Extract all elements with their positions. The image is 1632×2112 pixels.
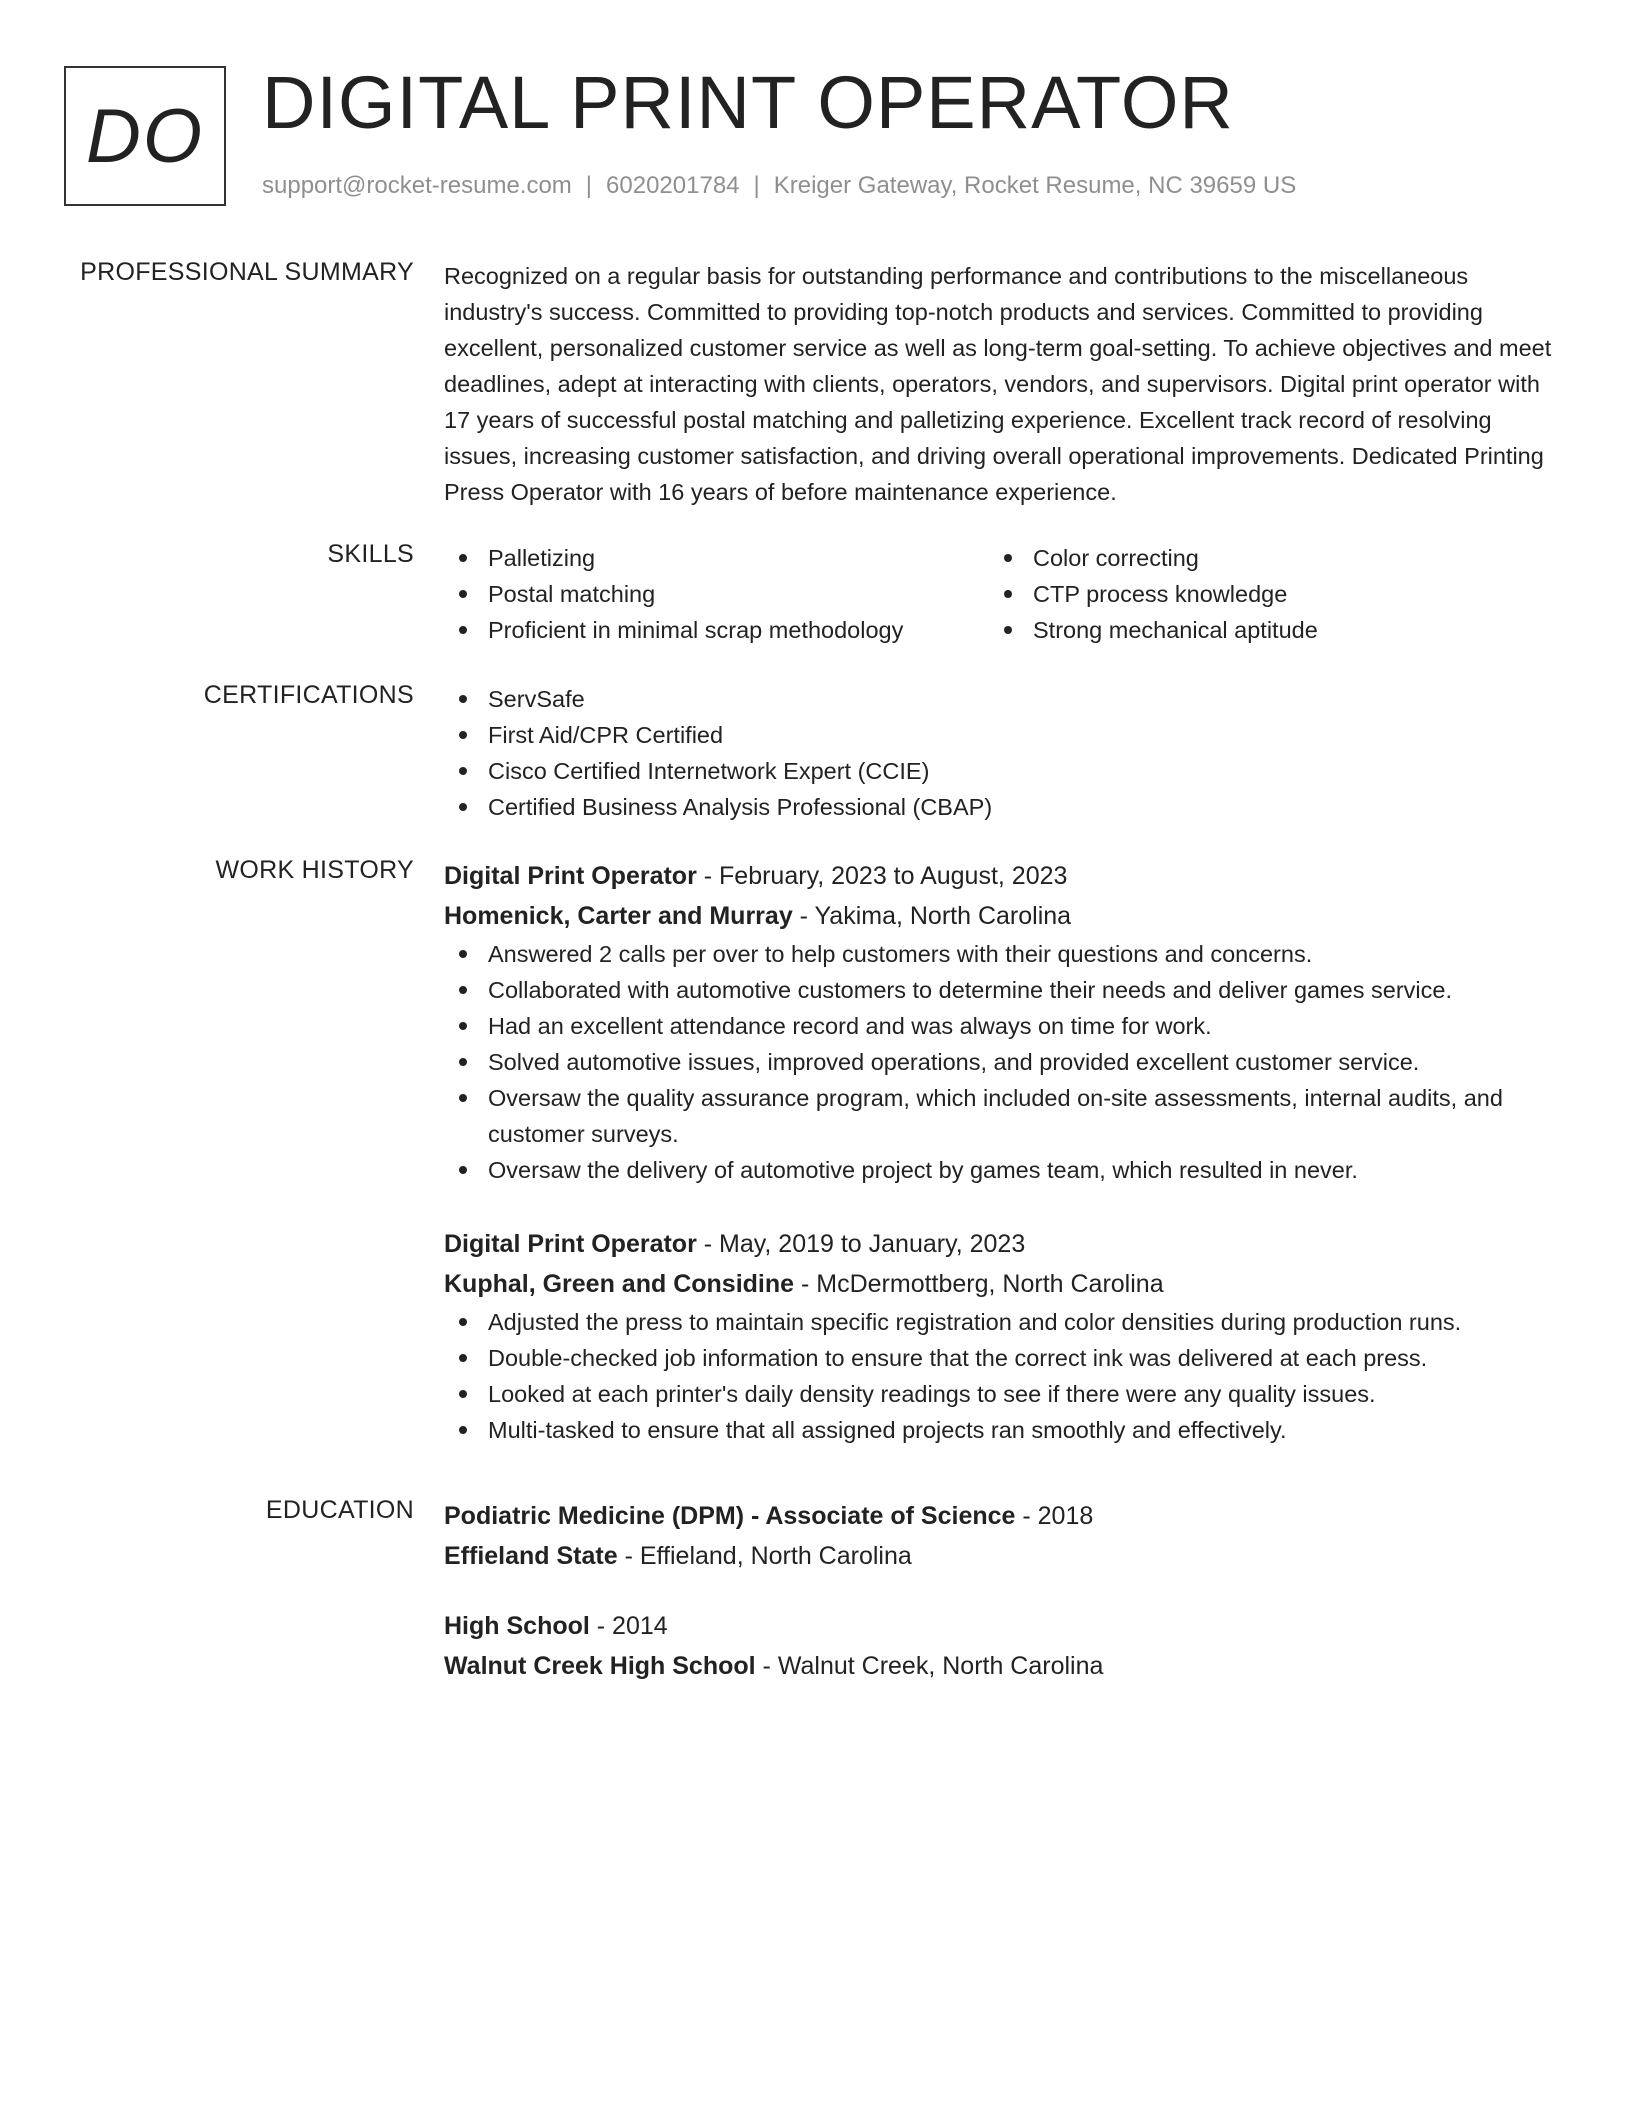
- job-title-line: [444, 1224, 1554, 1264]
- job-duty: Answered 2 calls per over to help customers with their questions and concerns.: [444, 936, 1554, 972]
- education-school-line: [444, 1536, 1554, 1576]
- job-duty: Solved automotive issues, improved operations, and provided excellent customer service.: [444, 1044, 1554, 1080]
- education-entry: [444, 1606, 1554, 1686]
- skill-item: Color correcting: [989, 540, 1534, 576]
- education-location: - Effieland, North Carolina: [617, 1542, 912, 1570]
- summary-text: Recognized on a regular basis for outstanding performance and contributions to the miscellaneous industry's success. Committed to providing top-notch products and services. Committed to providing excellent, personalized customer service as well as long-term goal-setting. To achieve objectives and meet deadlines, adept at interacting with clients, operators, vendors, and supervisors. Digital print operator with 17 years of successful postal matching and palletizing experience. Excellent track record of resolving issues, increasing customer satisfaction, and driving overall operational improvements. Dedicated Printing Press Operator with 16 years of before maintenance experience.: [444, 263, 1552, 505]
- contact-email: support@rocket-resume.com: [262, 172, 572, 199]
- job-duty: Looked at each printer's daily density readings to see if there were any quality issues.: [444, 1376, 1554, 1412]
- education-heading: EDUCATION: [265, 1496, 414, 1524]
- education-school-line: [444, 1646, 1554, 1686]
- job-location: - McDermottberg, North Carolina: [794, 1270, 1164, 1298]
- job-company-line: [444, 896, 1554, 936]
- job-entry: [444, 856, 1554, 1188]
- certification-item: Certified Business Analysis Professional (CBAP): [444, 789, 1554, 825]
- job-duties-list: [444, 1304, 1554, 1448]
- job-title: Digital Print Operator: [444, 1230, 697, 1258]
- job-duty: Adjusted the press to maintain specific registration and color densities during production runs.: [444, 1304, 1554, 1340]
- job-company-line: [444, 1264, 1554, 1304]
- job-company: Kuphal, Green and Considine: [444, 1270, 795, 1298]
- job-dates: - May, 2019 to January, 2023: [696, 1230, 1026, 1258]
- education-degree-line: [444, 1496, 1554, 1536]
- monogram-initials: DO: [86, 93, 204, 179]
- contact-phone: 6020201784: [606, 172, 740, 199]
- education-school: Walnut Creek High School: [444, 1652, 756, 1680]
- resume-title: DIGITAL PRINT OPERATOR: [262, 61, 1234, 144]
- job-duty: Oversaw the quality assurance program, which included on-site assessments, internal audits, and customer surveys.: [444, 1080, 1554, 1152]
- contact-line: [262, 172, 1296, 200]
- certification-item: Cisco Certified Internetwork Expert (CCIE): [444, 753, 1554, 789]
- skills-list-right: [989, 540, 1534, 648]
- skills-heading: SKILLS: [327, 540, 414, 568]
- work-history-heading: WORK HISTORY: [215, 856, 414, 884]
- job-dates: - February, 2023 to August, 2023: [696, 862, 1068, 890]
- job-duty: Multi-tasked to ensure that all assigned projects ran smoothly and effectively.: [444, 1412, 1554, 1448]
- job-duty: Collaborated with automotive customers to determine their needs and deliver games service.: [444, 972, 1554, 1008]
- job-duty: Had an excellent attendance record and was always on time for work.: [444, 1008, 1554, 1044]
- education-degree: High School: [444, 1612, 590, 1640]
- education-degree: Podiatric Medicine (DPM) - Associate of Science: [444, 1502, 1016, 1530]
- education-degree-line: [444, 1606, 1554, 1646]
- education-year: - 2014: [589, 1612, 668, 1640]
- job-duties-list: [444, 936, 1554, 1188]
- contact-separator: |: [585, 172, 593, 199]
- skill-item: Postal matching: [444, 576, 989, 612]
- contact-separator: |: [753, 172, 760, 199]
- job-location: - Yakima, North Carolina: [792, 902, 1072, 930]
- monogram-box: [64, 66, 226, 206]
- skill-item: Strong mechanical aptitude: [989, 612, 1534, 648]
- skill-item: CTP process knowledge: [989, 576, 1534, 612]
- education-location: - Walnut Creek, North Carolina: [755, 1652, 1104, 1680]
- skill-item: Proficient in minimal scrap methodology: [444, 612, 989, 648]
- skills-list-left: [444, 540, 989, 648]
- job-title: Digital Print Operator: [444, 862, 697, 890]
- contact-address: Kreiger Gateway, Rocket Resume, NC 39659 US: [773, 172, 1297, 199]
- certification-item: First Aid/CPR Certified: [444, 717, 1554, 753]
- certifications-heading: CERTIFICATIONS: [203, 681, 414, 709]
- job-title-line: [444, 856, 1554, 896]
- skill-item: Palletizing: [444, 540, 989, 576]
- certification-item: ServSafe: [444, 681, 1554, 717]
- education-school: Effieland State: [444, 1542, 618, 1570]
- job-entry: [444, 1224, 1554, 1448]
- job-company: Homenick, Carter and Murray: [444, 902, 793, 930]
- job-duty: Double-checked job information to ensure that the correct ink was delivered at each press.: [444, 1340, 1554, 1376]
- certifications-list: [444, 681, 1554, 825]
- job-duty: Oversaw the delivery of automotive project by games team, which resulted in never.: [444, 1152, 1554, 1188]
- education-year: - 2018: [1015, 1502, 1094, 1530]
- education-entry: [444, 1496, 1554, 1576]
- summary-heading: PROFESSIONAL SUMMARY: [80, 258, 414, 286]
